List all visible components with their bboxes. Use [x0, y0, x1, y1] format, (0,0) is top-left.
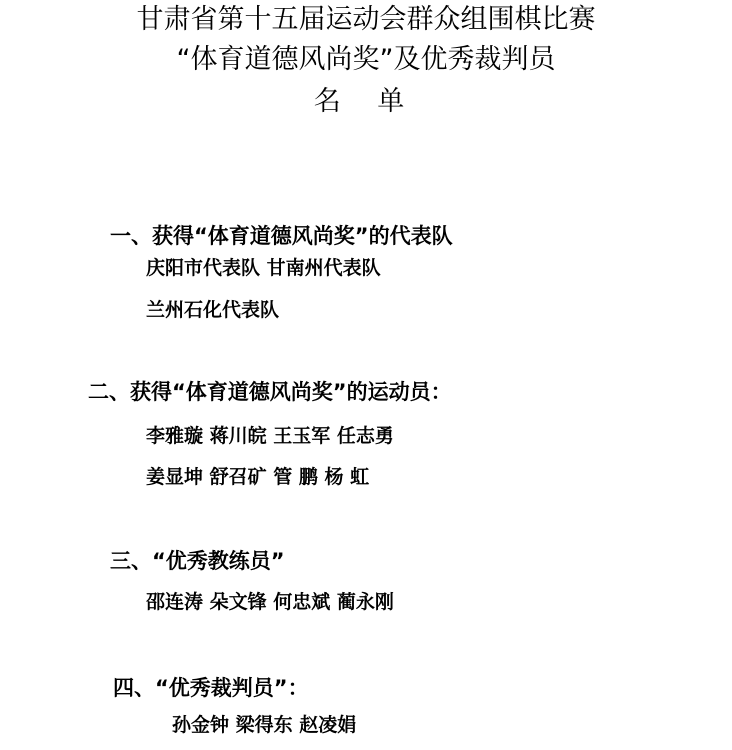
section-2-heading: 二、获得“体育道德风尚奖”的运动员：: [88, 380, 452, 404]
section-1-names-line-1: 庆阳市代表队 甘南州代表队: [146, 257, 381, 279]
section-3-names-line-1: 邵连涛 朵文锋 何忠斌 蔺永刚: [146, 591, 394, 613]
section-1-heading: 一、获得“体育道德风尚奖”的代表队: [110, 224, 453, 248]
section-1-names-line-2: 兰州石化代表队: [146, 299, 280, 321]
section-4-names-line-1: 孙金钟 梁得东 赵凌娟: [172, 714, 357, 736]
section-4-heading: 四、“优秀裁判员”：: [113, 676, 309, 700]
section-2-names-line-1: 李雅璇 蒋川皖 王玉军 任志勇: [146, 425, 394, 447]
document-title-line-1: 甘肃省第十五届运动会群众组围棋比赛: [136, 4, 596, 35]
section-3-heading: 三、“优秀教练员”: [110, 549, 285, 573]
section-2-names-line-2: 姜显坤 舒召矿 管 鹏 杨 虹: [146, 466, 370, 488]
document-title-line-2: “体育道德风尚奖”及优秀裁判员: [176, 44, 556, 75]
document-title-line-3: 名 单: [313, 86, 419, 117]
